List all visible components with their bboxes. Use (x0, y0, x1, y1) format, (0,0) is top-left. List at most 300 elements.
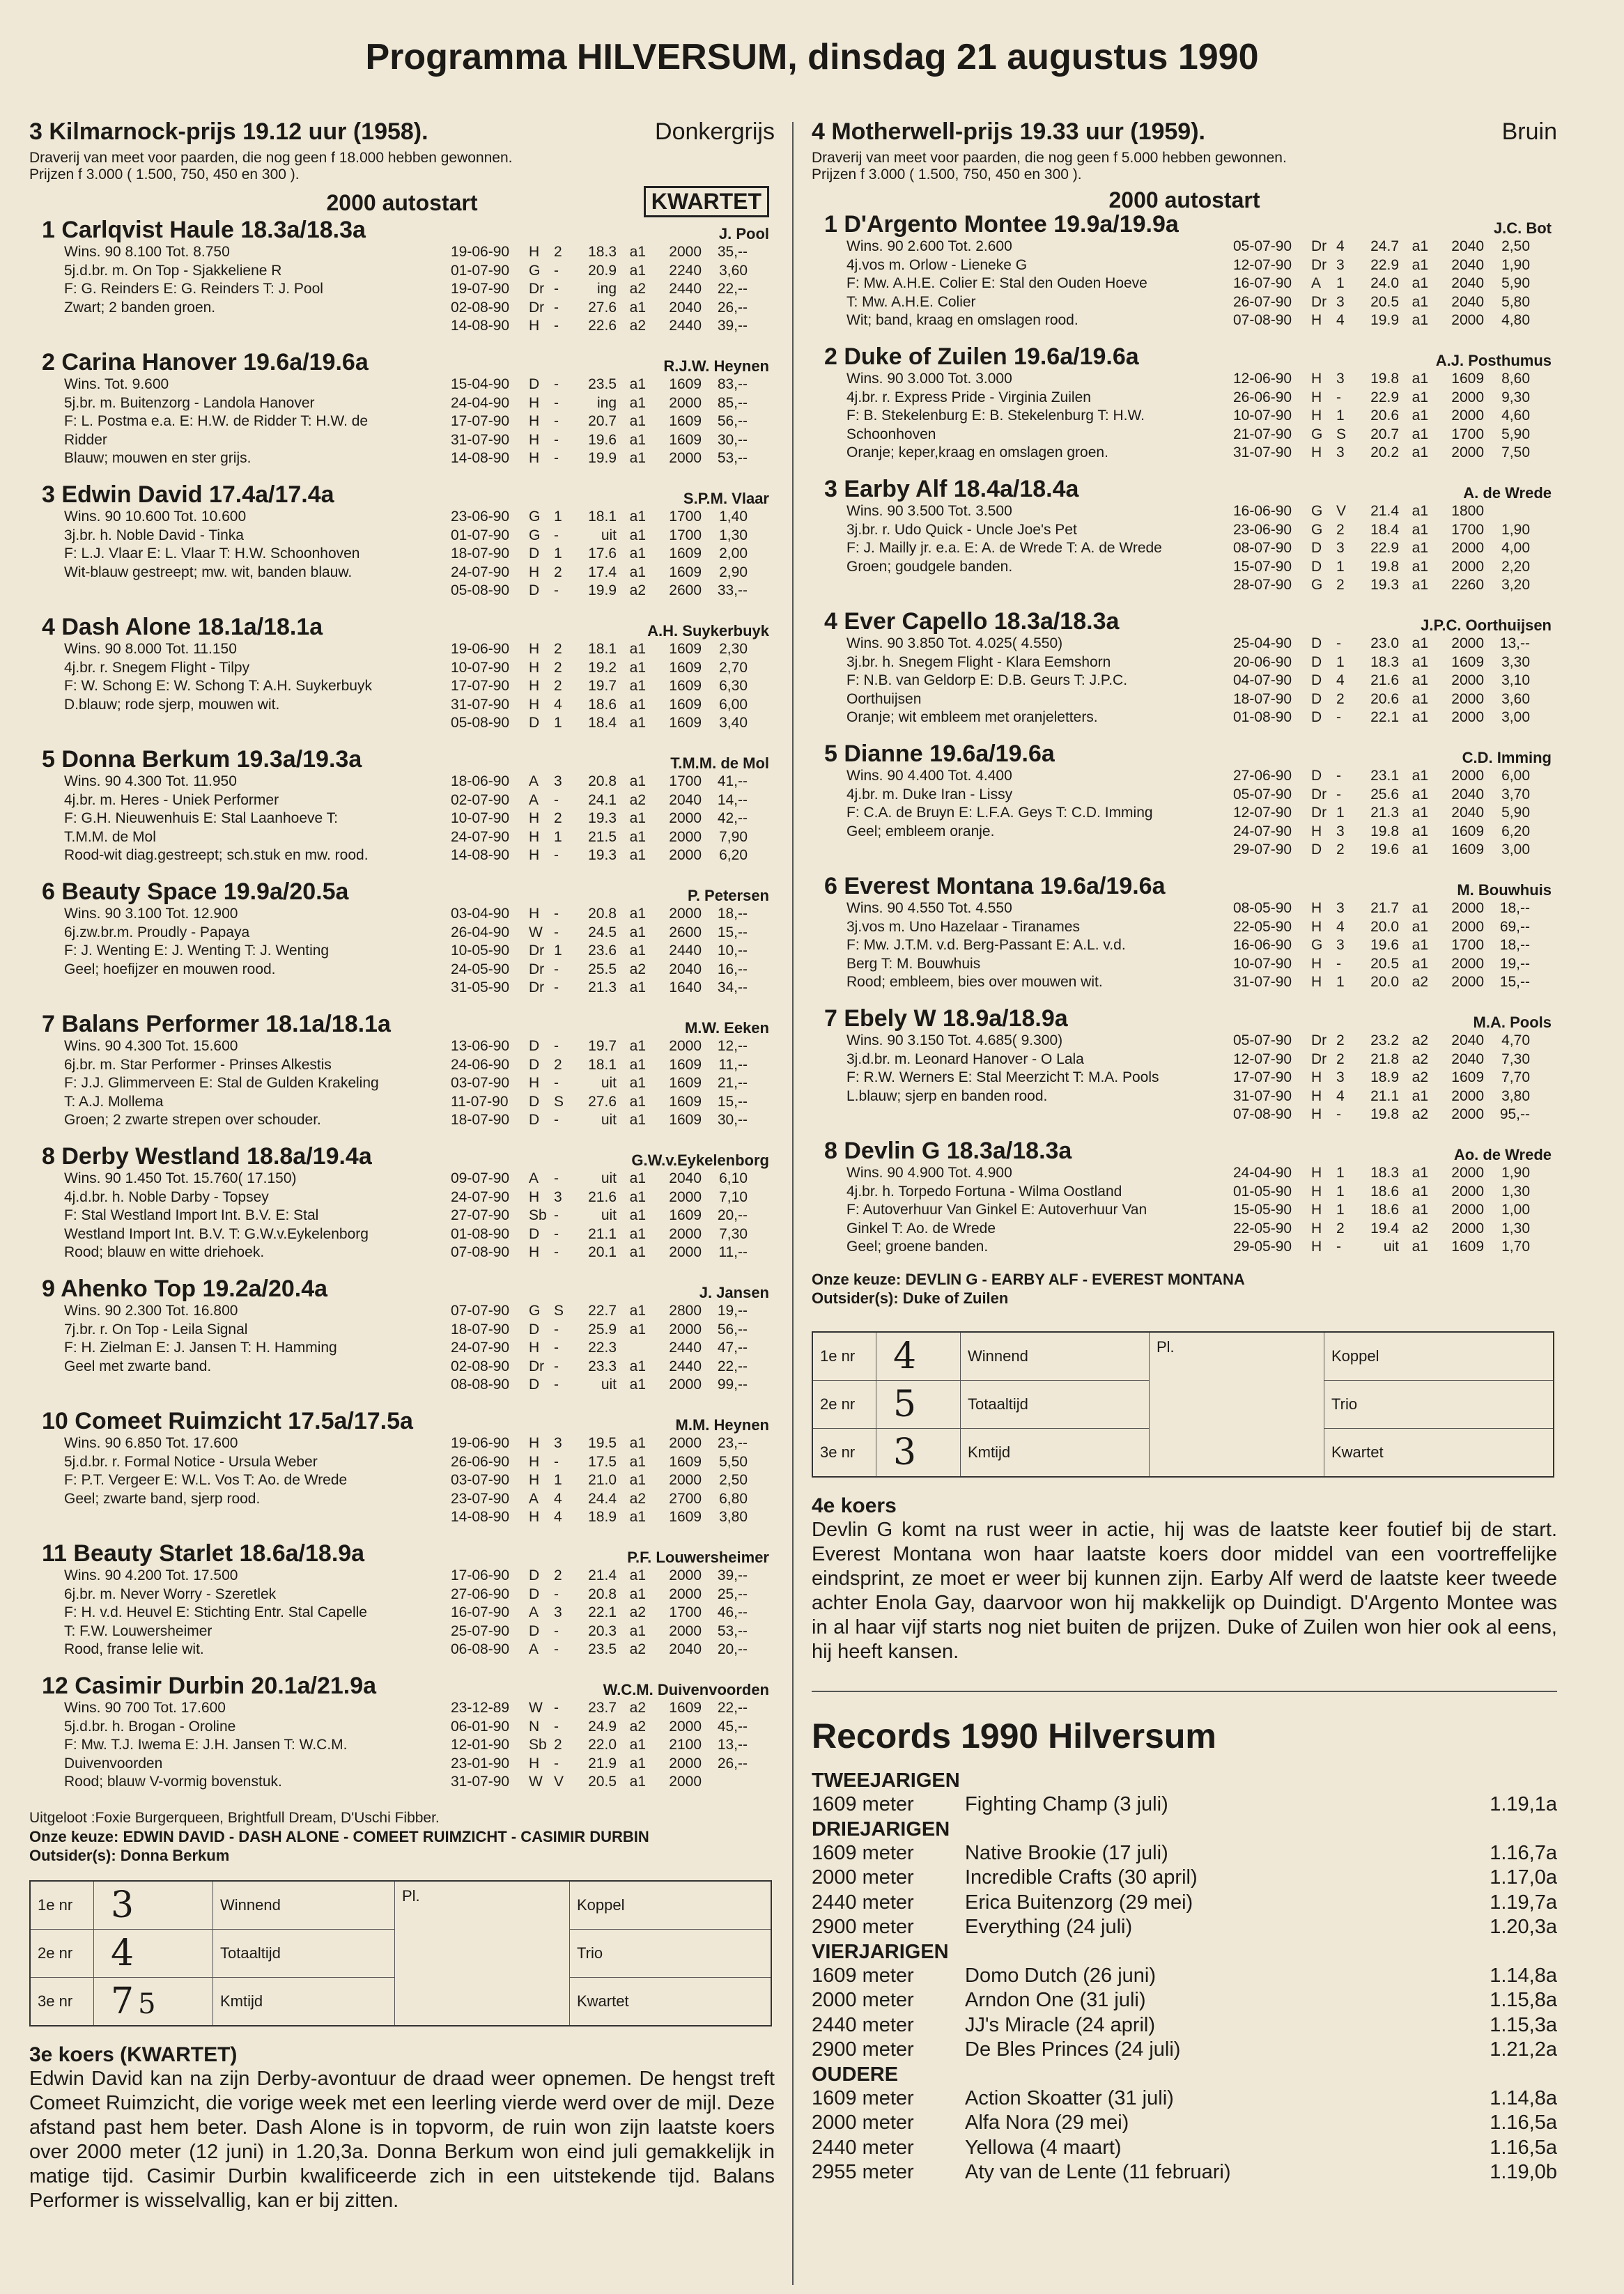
horse-detail-line: Rood, franse lelie wit. (64, 1641, 204, 1657)
result-cell: - (554, 906, 559, 922)
result-cell: 1,90 (1501, 1165, 1530, 1181)
result-cell: 23.5 (588, 376, 617, 392)
start-line (29, 186, 775, 217)
result-cell: 42,-- (717, 810, 748, 826)
result-cell: 25.6 (1370, 786, 1399, 803)
result-cell: D (529, 582, 540, 598)
result-cell: 2 (1336, 690, 1345, 707)
result-cell: 21.5 (588, 828, 617, 845)
result-row (451, 412, 748, 431)
horse-detail-line: Wins. 90 4.200 Tot. 17.500 (64, 1567, 238, 1583)
horse-detail-line: Wins. 90 10.600 Tot. 10.600 (64, 509, 247, 525)
horse-trainer: M.M. Heynen (675, 1416, 769, 1434)
result-cell: G (529, 1303, 541, 1319)
result-cell: 20.0 (1370, 918, 1399, 935)
result-cell: H (1311, 371, 1322, 387)
horse-name: 4 Dash Alone 18.1a/18.1a (42, 614, 323, 640)
result-cell: 5,80 (1501, 293, 1530, 310)
horse-name: 5 Donna Berkum 19.3a/19.3a (42, 746, 362, 773)
horse-name: 12 Casimir Durbin 20.1a/21.9a (42, 1673, 377, 1699)
result-cell: 19.9 (1370, 312, 1399, 328)
result-cell: H (529, 1435, 540, 1451)
result-cell: 1700 (1451, 937, 1484, 953)
horse-detail-line: Wins. 90 3.000 Tot. 3.000 (846, 371, 1012, 387)
result-cell: 99,-- (717, 1377, 748, 1393)
result-row (451, 1736, 748, 1755)
horse-name: 1 D'Argento Montee 19.9a/19.9a (824, 211, 1179, 238)
result-cell: 4 (1336, 238, 1345, 254)
result-cell: - (554, 924, 559, 940)
result-cell: 18.3 (1370, 653, 1399, 670)
result-cell: 2 (554, 244, 562, 260)
result-cell: 3,00 (1501, 842, 1530, 858)
record-distance: 1609 meter (812, 1793, 914, 1815)
second-place-entry[interactable] (94, 1930, 213, 1978)
race-condition-line: Draverij van meet voor paarden, die nog geen f 18.000 hebben gewonnen. (29, 150, 513, 166)
result-cell: 26-06-90 (451, 1453, 510, 1470)
result-row (451, 545, 748, 564)
result-row (451, 1471, 748, 1490)
result-cell: Dr (1311, 805, 1327, 821)
result-row (1233, 653, 1530, 672)
result-cell: 16,-- (717, 961, 748, 977)
result-cell: 24.1 (588, 791, 617, 808)
result-cell: 1700 (1451, 521, 1484, 538)
result-cell: uit (601, 1170, 617, 1186)
result-cell: 03-07-90 (451, 1472, 510, 1488)
horse-entry (29, 1143, 775, 1276)
place-label: Pl. (1150, 1332, 1324, 1477)
result-cell: 2440 (669, 1358, 702, 1374)
result-cell: a1 (1412, 312, 1428, 328)
record-horse: Alfa Nora (29 mei) (965, 2111, 1129, 2134)
column-divider (792, 122, 794, 2285)
result-cell: 05-07-90 (1233, 786, 1292, 803)
record-time: 1.19,0b (1490, 2161, 1557, 2183)
result-cell: 1609 (669, 1509, 702, 1525)
result-row (451, 1207, 748, 1225)
race-colour: Bruin (1501, 118, 1557, 145)
result-cell: 31-05-90 (451, 979, 510, 995)
result-cell: a1 (629, 828, 646, 845)
result-row (451, 431, 748, 450)
result-row (451, 1111, 748, 1130)
result-cell: a1 (629, 1755, 646, 1772)
result-cell: Dr (1311, 1051, 1327, 1067)
horse-detail-line: F: P.T. Vergeer E: W.L. Vos T: Ao. de Wrede (64, 1472, 348, 1488)
result-cell: H (529, 431, 540, 448)
result-cell: 1609 (669, 715, 702, 731)
result-cell: 3,20 (1501, 577, 1530, 593)
horse-trainer: W.C.M. Duivenvoorden (603, 1681, 769, 1698)
result-cell: 12,-- (717, 1038, 748, 1054)
horse-detail-line: F: R.W. Werners E: Stal Meerzicht T: M.A. Pools (846, 1069, 1159, 1085)
result-row (451, 714, 748, 733)
result-row (1233, 1087, 1530, 1106)
result-row (451, 1718, 748, 1737)
result-cell: 20.7 (1370, 426, 1399, 442)
result-cell: 19.8 (1370, 823, 1399, 839)
kmtijd-label: Kmtijd (213, 1978, 395, 2026)
record-time: 1.14,8a (1490, 1964, 1557, 1987)
horse-detail-line: F: Stal Westland Import Int. B.V. E: Stal (64, 1207, 319, 1223)
horse-detail-line: 7j.br. r. On Top - Leila Signal (64, 1321, 248, 1338)
result-cell: H (529, 1453, 540, 1470)
result-cell: H (1311, 1165, 1322, 1181)
result-cell: 5,90 (1501, 275, 1530, 291)
result-cell: 23,-- (717, 1435, 748, 1451)
result-cell: 2 (1336, 842, 1345, 858)
result-cell: 15,-- (1499, 974, 1530, 990)
record-horse: Everything (24 juli) (965, 1916, 1133, 1938)
result-cell: a1 (629, 1321, 646, 1338)
horse-entry (29, 1276, 775, 1408)
result-cell: Dr (1311, 786, 1327, 803)
record-distance: 2440 meter (812, 2013, 914, 2036)
result-cell: 2040 (669, 791, 702, 808)
result-cell: 24-07-90 (1233, 823, 1292, 839)
result-cell: 25.5 (588, 961, 617, 977)
result-cell: a1 (629, 1038, 646, 1054)
result-cell: 1609 (669, 413, 702, 429)
result-cell: 26-04-90 (451, 924, 510, 940)
result-cell: a1 (1412, 653, 1428, 670)
horse-detail-line: Rood-wit diag.gestreept; sch.stuk en mw. rood. (64, 847, 369, 863)
result-cell: 03-04-90 (451, 906, 510, 922)
result-cell: 06-01-90 (451, 1718, 510, 1735)
result-cell: 1700 (669, 773, 702, 789)
result-row (451, 1622, 748, 1641)
totaaltijd-label: Totaaltijd (213, 1930, 395, 1978)
result-cell: 2440 (669, 281, 702, 297)
result-cell: H (529, 244, 540, 260)
horse-name: 8 Derby Westland 18.8a/19.4a (42, 1143, 372, 1170)
first-place-entry[interactable] (94, 1881, 213, 1930)
record-time: 1.21,2a (1490, 2038, 1557, 2061)
result-cell: uit (601, 527, 617, 543)
result-cell: a2 (1412, 974, 1428, 990)
result-cell: D (529, 1225, 540, 1242)
result-cell: 02-07-90 (451, 791, 510, 808)
result-cell: 28-07-90 (1233, 577, 1292, 593)
result-form (812, 1331, 1554, 1478)
result-cell: S (1336, 426, 1347, 442)
result-cell: 27-06-90 (451, 1586, 510, 1602)
horse-name: 6 Beauty Space 19.9a/20.5a (42, 878, 349, 905)
result-cell: 20.5 (588, 1774, 617, 1790)
result-cell: H (529, 413, 540, 429)
result-cell: G (529, 262, 541, 279)
result-cell: H (529, 1075, 540, 1091)
horse-detail-line: Wins. 90 3.500 Tot. 3.500 (846, 503, 1012, 519)
result-cell: 17-06-90 (451, 1567, 510, 1583)
horse-name: 9 Ahenko Top 19.2a/20.4a (42, 1276, 328, 1302)
result-cell: 20.6 (1370, 408, 1399, 424)
result-cell: 21.7 (1370, 900, 1399, 916)
our-selection: Onze keuze: EDWIN DAVID - DASH ALONE - COMEET RUIMZICHT - CASIMIR DURBIN (29, 1828, 649, 1845)
result-cell: a1 (1412, 540, 1428, 556)
records-row (812, 1891, 1557, 1916)
result-cell: 23-06-90 (1233, 521, 1292, 538)
handwritten-number: 3 (893, 1432, 917, 1473)
horse-details (64, 1699, 461, 1792)
result-cell: Dr (1311, 238, 1327, 254)
horse-detail-line: Ridder (64, 431, 107, 448)
record-distance: 2900 meter (812, 2038, 914, 2061)
result-cell: 21.1 (1370, 1087, 1399, 1104)
horse-detail-line: Rood; blauw V-vormig bovenstuk. (64, 1774, 282, 1790)
result-cell: 23-01-90 (451, 1755, 510, 1772)
horse-details (64, 640, 461, 714)
race-header (29, 118, 775, 146)
result-cell: 6,00 (719, 696, 748, 713)
horse-detail-line: Wins. 90 8.100 Tot. 8.750 (64, 244, 230, 260)
record-distance: 2900 meter (812, 1916, 914, 1938)
result-row (451, 846, 748, 865)
result-cell: a1 (629, 659, 646, 676)
result-cell: 21.3 (1370, 805, 1399, 821)
result-cell: D (1311, 690, 1322, 707)
result-cell: 22.0 (588, 1737, 617, 1753)
result-cell: 20-06-90 (1233, 653, 1292, 670)
handwritten-number: 5 (893, 1384, 917, 1425)
result-row (1233, 558, 1530, 577)
result-cell: 18,-- (1499, 937, 1530, 953)
result-cell: 2000 (1451, 900, 1484, 916)
result-cell: a2 (629, 1718, 646, 1735)
result-cell: 7,50 (1501, 444, 1530, 460)
result-cell: 1609 (1451, 1239, 1484, 1255)
result-cell: 16-06-90 (1233, 937, 1292, 953)
result-cell: D (1311, 768, 1322, 784)
horse-detail-line: 4j.br. r. Snegem Flight - Tilpy (64, 659, 250, 676)
horse-detail-line: F: N.B. van Geldorp E: D.B. Geurs T: J.P.C. (846, 672, 1128, 688)
horse-detail-line: F: H. v.d. Heuvel E: Stichting Entr. Stal Capelle (64, 1604, 367, 1620)
result-cell: a2 (629, 1490, 646, 1507)
result-cell: D (529, 376, 540, 392)
result-cell: a1 (1412, 955, 1428, 972)
result-cell: a2 (629, 1641, 646, 1657)
comment-title: 4e koers (812, 1494, 897, 1517)
horse-details (846, 899, 1244, 992)
handwritten-number: 4 (111, 1932, 134, 1974)
result-cell: - (554, 1641, 559, 1657)
horse-detail-line: T: A.J. Mollema (64, 1093, 164, 1110)
result-cell: 22.9 (1370, 540, 1399, 556)
result-cell: 26,-- (717, 1755, 748, 1772)
horse-results (451, 1699, 748, 1792)
result-cell: G (1311, 521, 1323, 538)
result-cell: 10,-- (717, 943, 748, 959)
result-cell: - (554, 1755, 559, 1772)
result-cell: 1,30 (1501, 1220, 1530, 1237)
horse-detail-line: Wins. 90 2.300 Tot. 16.800 (64, 1303, 238, 1319)
result-cell: 07-07-90 (451, 1303, 510, 1319)
result-cell: a1 (629, 545, 646, 561)
third-place-entry[interactable] (876, 1429, 961, 1478)
result-cell: a1 (1412, 408, 1428, 424)
result-row (451, 1243, 748, 1262)
result-cell: a1 (1412, 444, 1428, 460)
first-place-entry[interactable] (876, 1332, 961, 1381)
handwritten-number: 4 (893, 1335, 917, 1377)
result-cell: 1 (554, 545, 562, 561)
second-place-entry[interactable] (876, 1381, 961, 1429)
horse-entry (29, 1540, 775, 1673)
result-cell: a1 (1412, 672, 1428, 688)
result-cell: 1609 (1451, 823, 1484, 839)
horse-detail-line: Wins. 90 2.600 Tot. 2.600 (846, 238, 1012, 254)
result-cell: D (529, 1038, 540, 1054)
result-cell: 22.1 (588, 1604, 617, 1620)
result-cell: 2 (1336, 1051, 1345, 1067)
result-cell: 20.5 (1370, 293, 1399, 310)
result-cell: 05-08-90 (451, 715, 510, 731)
result-cell: Dr (1311, 293, 1327, 310)
horse-detail-line: Geel; groene banden. (846, 1239, 989, 1255)
result-cell: 2440 (669, 318, 702, 334)
result-cell: a1 (629, 564, 646, 580)
horse-entry (29, 614, 775, 746)
result-cell: H (529, 847, 540, 863)
result-row (451, 449, 748, 468)
horse-trainer: M.A. Pools (1473, 1014, 1552, 1031)
result-cell: 2040 (1451, 1051, 1484, 1067)
result-cell: 21.6 (1370, 672, 1399, 688)
result-cell: 16-07-90 (451, 1604, 510, 1620)
result-cell: 20.8 (588, 906, 617, 922)
result-cell: a1 (629, 1170, 646, 1186)
result-cell: 23-06-90 (451, 509, 510, 525)
outsiders: Outsider(s): Donna Berkum (29, 1847, 230, 1864)
result-cell: 07-08-90 (451, 1244, 510, 1260)
result-cell: 18.9 (588, 1509, 617, 1525)
result-cell: 3 (1336, 256, 1345, 273)
result-cell: 1 (554, 943, 562, 959)
result-cell: a2 (629, 318, 646, 334)
result-row (1233, 936, 1530, 955)
result-cell: D (529, 1056, 540, 1073)
result-cell: 4 (1336, 312, 1345, 328)
result-cell: 4 (1336, 672, 1345, 688)
record-time: 1.15,3a (1490, 2013, 1557, 2036)
result-cell: Dr (529, 961, 545, 977)
horse-detail-line: F: J. Wenting E: J. Wenting T: J. Wenting (64, 943, 330, 959)
horse-detail-line: 5j.d.br. r. Formal Notice - Ursula Weber (64, 1453, 318, 1470)
first-place-label: 1e nr (812, 1332, 876, 1381)
horse-detail-line: T: F.W. Louwersheimer (64, 1622, 212, 1639)
result-cell: 2260 (1451, 577, 1484, 593)
horse-detail-line: F: L. Postma e.a. E: H.W. de Ridder T: H.W. de (64, 413, 369, 429)
result-cell: 2040 (1451, 1032, 1484, 1048)
result-cell: 18-07-90 (451, 1321, 510, 1338)
result-cell: 2100 (669, 1737, 702, 1753)
horse-detail-line: Blauw; mouwen en ster grijs. (64, 450, 252, 466)
horse-entry (29, 1408, 775, 1540)
record-time: 1.19,7a (1490, 1891, 1557, 1914)
horse-detail-line: Wins. 90 6.850 Tot. 17.600 (64, 1435, 238, 1451)
result-cell: H (529, 828, 540, 845)
horse-details (64, 1302, 461, 1376)
result-cell: 3 (554, 1435, 562, 1451)
records-row (812, 1988, 1557, 2013)
horse-detail-line: Ginkel T: Ao. de Wrede (846, 1220, 996, 1237)
third-place-label: 3e nr (30, 1978, 94, 2026)
result-cell: a1 (1412, 293, 1428, 310)
result-cell: a2 (629, 961, 646, 977)
result-cell: 19.3 (588, 847, 617, 863)
result-cell: a1 (629, 244, 646, 260)
records-row (812, 2111, 1557, 2136)
result-cell: 24-04-90 (1233, 1165, 1292, 1181)
result-cell: - (554, 1622, 559, 1639)
result-cell: H (1311, 1220, 1322, 1237)
result-cell: 21.9 (588, 1755, 617, 1772)
result-cell: a1 (1412, 558, 1428, 575)
result-cell: a1 (629, 847, 646, 863)
horse-detail-line: 4j.br. m. Duke Iran - Lissy (846, 786, 1013, 803)
result-cell: a1 (1412, 256, 1428, 273)
horse-detail-line: Wins. 90 1.450 Tot. 15.760( 17.150) (64, 1170, 297, 1186)
result-cell: 12-01-90 (451, 1737, 510, 1753)
result-cell: - (554, 961, 559, 977)
result-cell: 1609 (1451, 653, 1484, 670)
result-cell: 19.9 (588, 582, 617, 598)
result-cell: a1 (629, 1509, 646, 1525)
result-cell: a1 (1412, 768, 1428, 784)
result-row (1233, 672, 1530, 690)
result-cell: 19.7 (588, 1038, 617, 1054)
result-cell: - (554, 1321, 559, 1338)
result-cell: 3,70 (1501, 786, 1530, 803)
horse-results (451, 1567, 748, 1659)
result-row (1233, 708, 1530, 727)
third-place-entry[interactable] (94, 1978, 213, 2026)
result-cell: 06-08-90 (451, 1641, 510, 1657)
result-cell: 46,-- (717, 1604, 748, 1620)
result-row (451, 262, 748, 281)
horse-detail-line: Geel; hoefijzer en mouwen rood. (64, 961, 276, 977)
result-cell: D (529, 1377, 540, 1393)
result-cell: 19.3 (1370, 577, 1399, 593)
result-row (1233, 426, 1530, 444)
result-cell (1484, 502, 1530, 521)
horse-entry (29, 481, 775, 614)
our-selection: Onze keuze: DEVLIN G - EARBY ALF - EVEREST MONTANA (812, 1271, 1245, 1288)
horse-trainer: R.J.W. Heynen (663, 357, 769, 375)
result-cell: 20.5 (1370, 955, 1399, 972)
result-cell: 1 (1336, 653, 1345, 670)
result-cell: - (554, 1586, 559, 1602)
result-cell: D (1311, 653, 1322, 670)
result-cell: 29-05-90 (1233, 1239, 1292, 1255)
result-cell: a1 (1412, 275, 1428, 291)
result-row (1233, 1220, 1530, 1239)
result-cell: 2,70 (719, 659, 748, 676)
result-cell: 1609 (669, 545, 702, 561)
result-cell: 19,-- (1499, 955, 1530, 972)
result-cell: a2 (1412, 1220, 1428, 1237)
result-row (451, 905, 748, 924)
result-cell: 09-07-90 (451, 1170, 510, 1186)
result-cell: 13-06-90 (451, 1038, 510, 1054)
result-cell: 2,30 (719, 641, 748, 657)
horse-results (451, 905, 748, 998)
result-cell: 1609 (669, 659, 702, 676)
result-cell: 18.4 (1370, 521, 1399, 538)
result-row (451, 564, 748, 582)
horse-detail-line: Oorthuijsen (846, 690, 922, 707)
